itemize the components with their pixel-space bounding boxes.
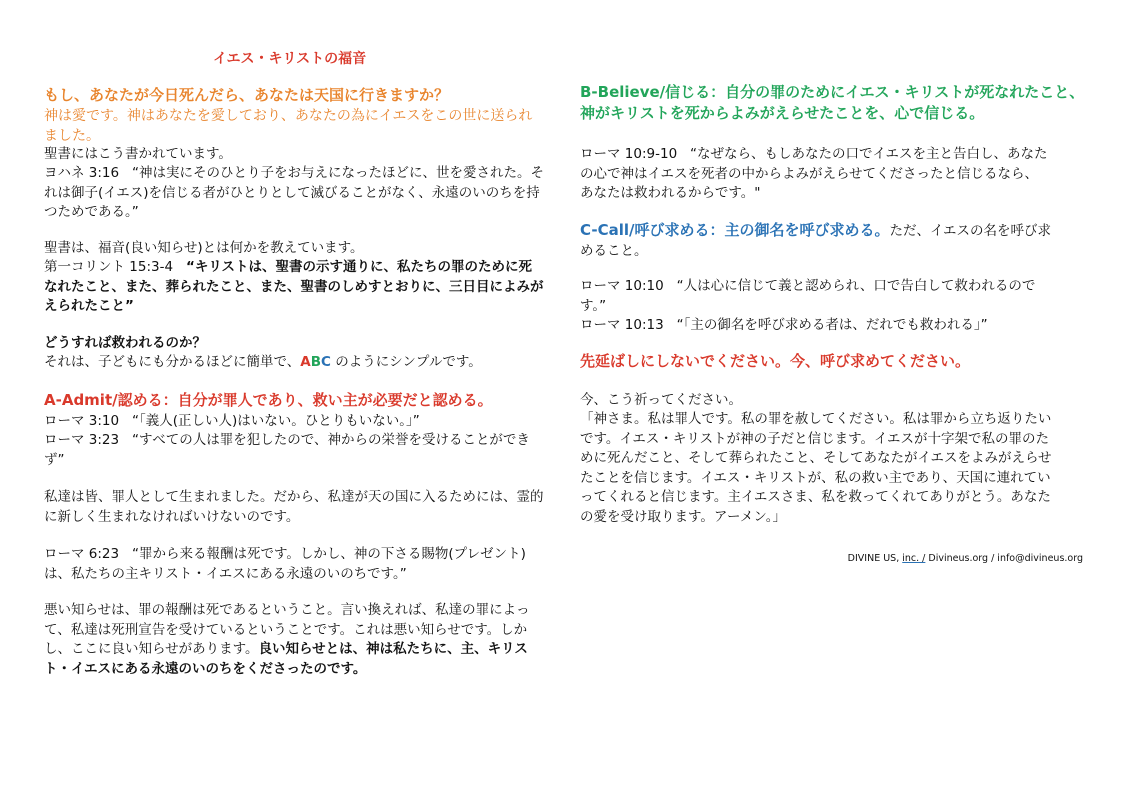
romans-310-verse <box>44 412 544 432</box>
verse-text: “キリストは、聖書の示す通りに、私たちの罪のために死なれたこと、また、葬られたこと、また、聖書のしめすとおりに、三日目によみがえられたこと” <box>44 259 544 314</box>
footer-credits <box>806 553 1083 564</box>
verse-ref: 第一コリント 15:3-4 <box>44 259 174 275</box>
how-saved-heading: どうすれば救われるのか？ <box>44 335 206 351</box>
verse-ref: ローマ 3:23 <box>44 432 120 448</box>
verse-ref: ローマ 10:13 <box>580 317 664 333</box>
romans-1013-verse <box>580 316 1055 336</box>
verse-text: “神は実にそのひとり子をお与えになったほどに、世を愛された。それは御子(イエス)を信じる者がひとりとして滅びることがなく、永遠のいのちを持つためである。” <box>44 165 544 220</box>
good-news: 良い知らせとは、神は私たちに、主、キリスト・イエスにある永遠のいのちをくださったのです。 <box>44 641 528 677</box>
verse-text: “人は心に信じて義と認められ、口で告白して救われるのです。” <box>580 278 1036 314</box>
verse-ref: ヨハネ 3:16 <box>44 165 120 181</box>
footer-site-link[interactable]: Divineus.org <box>925 553 989 564</box>
believe-heading: B-Believe/信じる：自分の罪のためにイエス・キリストが死なれたこと、神がキリストを死からよみがえらせたことを、心で信じる。 <box>580 83 1085 122</box>
verse-ref: ローマ 3:10 <box>44 413 120 429</box>
page-title: イエス・キリストの福音 <box>213 51 367 67</box>
romans-623-verse <box>44 545 544 584</box>
admit-heading: A-Admit/認める：自分が罪人であり、救い主が必要だと認める。 <box>44 391 493 409</box>
verse-text: “罪から来る報酬は死です。しかし、神の下さる賜物(プレゼント)は、私たちの主キリスト・イエスにある永遠のいのちです。” <box>44 546 526 582</box>
urge-heading: 先延ばしにしないでください。今、呼び求めてください。 <box>580 352 971 370</box>
abc-letter-b: B <box>310 354 321 370</box>
abc-pre-text: それは、子どもにも分かるほどに簡単で、 <box>44 354 301 370</box>
call-heading: C-Call/呼び求める：主の御名を呼び求める。 <box>580 221 890 239</box>
sinners-text: 私達は皆、罪人として生まれました。だから、私達が天の国に入るためには、霊的に新しく生まれなければいけないのです。 <box>44 489 544 525</box>
verse-text: “「主の御名を呼び求める者は、だれでも救われる」” <box>676 317 988 333</box>
corinthians-verse <box>44 258 544 317</box>
john-316-verse <box>44 164 544 223</box>
romans-1010-verse <box>580 277 1055 316</box>
footer-email-link[interactable]: / info@divineus.org <box>988 553 1083 564</box>
god-is-love-text: 神は愛です。神はあなたを愛しており、あなたの為にイエスをこの世に送られました。 <box>44 108 533 144</box>
pray-intro-text: 今、こう祈ってください。 <box>580 392 742 408</box>
footer-inc: inc. / <box>902 553 926 564</box>
abc-line <box>44 353 544 373</box>
verse-ref: ローマ 6:23 <box>44 546 120 562</box>
romans-109-verse <box>580 145 1050 204</box>
verse-text: “なぜなら、もしあなたの口でイエスを主と告白し、あなたの心で神はイエスを死者の中からよみがえらせてくださったと信じるなら、あなたは救われるからです。" <box>580 146 1048 201</box>
verse-text: “すべての人は罪を犯したので、神からの栄誉を受けることができず” <box>44 432 530 468</box>
romans-323-verse <box>44 431 544 470</box>
call-text: ただ、イエスの名を呼び求めること。 <box>580 223 1051 259</box>
gospel-teach-text: 聖書は、福音(良い知らせ)とは何かを教えています。 <box>44 240 364 256</box>
bible-says-text: 聖書にはこう書かれています。 <box>44 146 232 162</box>
verse-text: “「義人(正しい人)はいない。ひとりもいない。」” <box>131 413 420 429</box>
prayer-text: 「神さま。私は罪人です。私の罪を赦してください。私は罪から立ち返りたいです。イエス・キリストが神の子だと信じます。イエスが十字架で私の罪のために死んだこと、そして葬られたこと、そしてあなたがイエスをよみがえらせたことを信じます。イエス・キリストが、私の救い主であり、天国に連れていってくれると信じます。主イエスさま、私を救ってくれてありがとう。あなたの愛を受け取ります。アーメン。」 <box>580 411 1052 525</box>
abc-letter-a: A <box>300 354 311 370</box>
call-paragraph <box>580 220 1055 261</box>
question-heading: もし、あなたが今日死んだら、あなたは天国に行きますか？ <box>44 86 450 104</box>
bad-news-text <box>44 601 544 679</box>
bad-news: 悪い知らせは、罪の報酬は死であるということ。言い換えれば、私達の罪によって、私達は死刑宣告を受けているということです。これは悪い知らせです。しかし、ここに良い知らせがあります。 <box>44 602 530 657</box>
verse-ref: ローマ 10:9-10 <box>580 146 678 162</box>
verse-ref: ローマ 10:10 <box>580 278 664 294</box>
footer-org: DIVINE US, <box>847 553 903 564</box>
abc-letter-c: C <box>320 354 331 370</box>
abc-post-text: のようにシンプルです。 <box>330 354 482 370</box>
